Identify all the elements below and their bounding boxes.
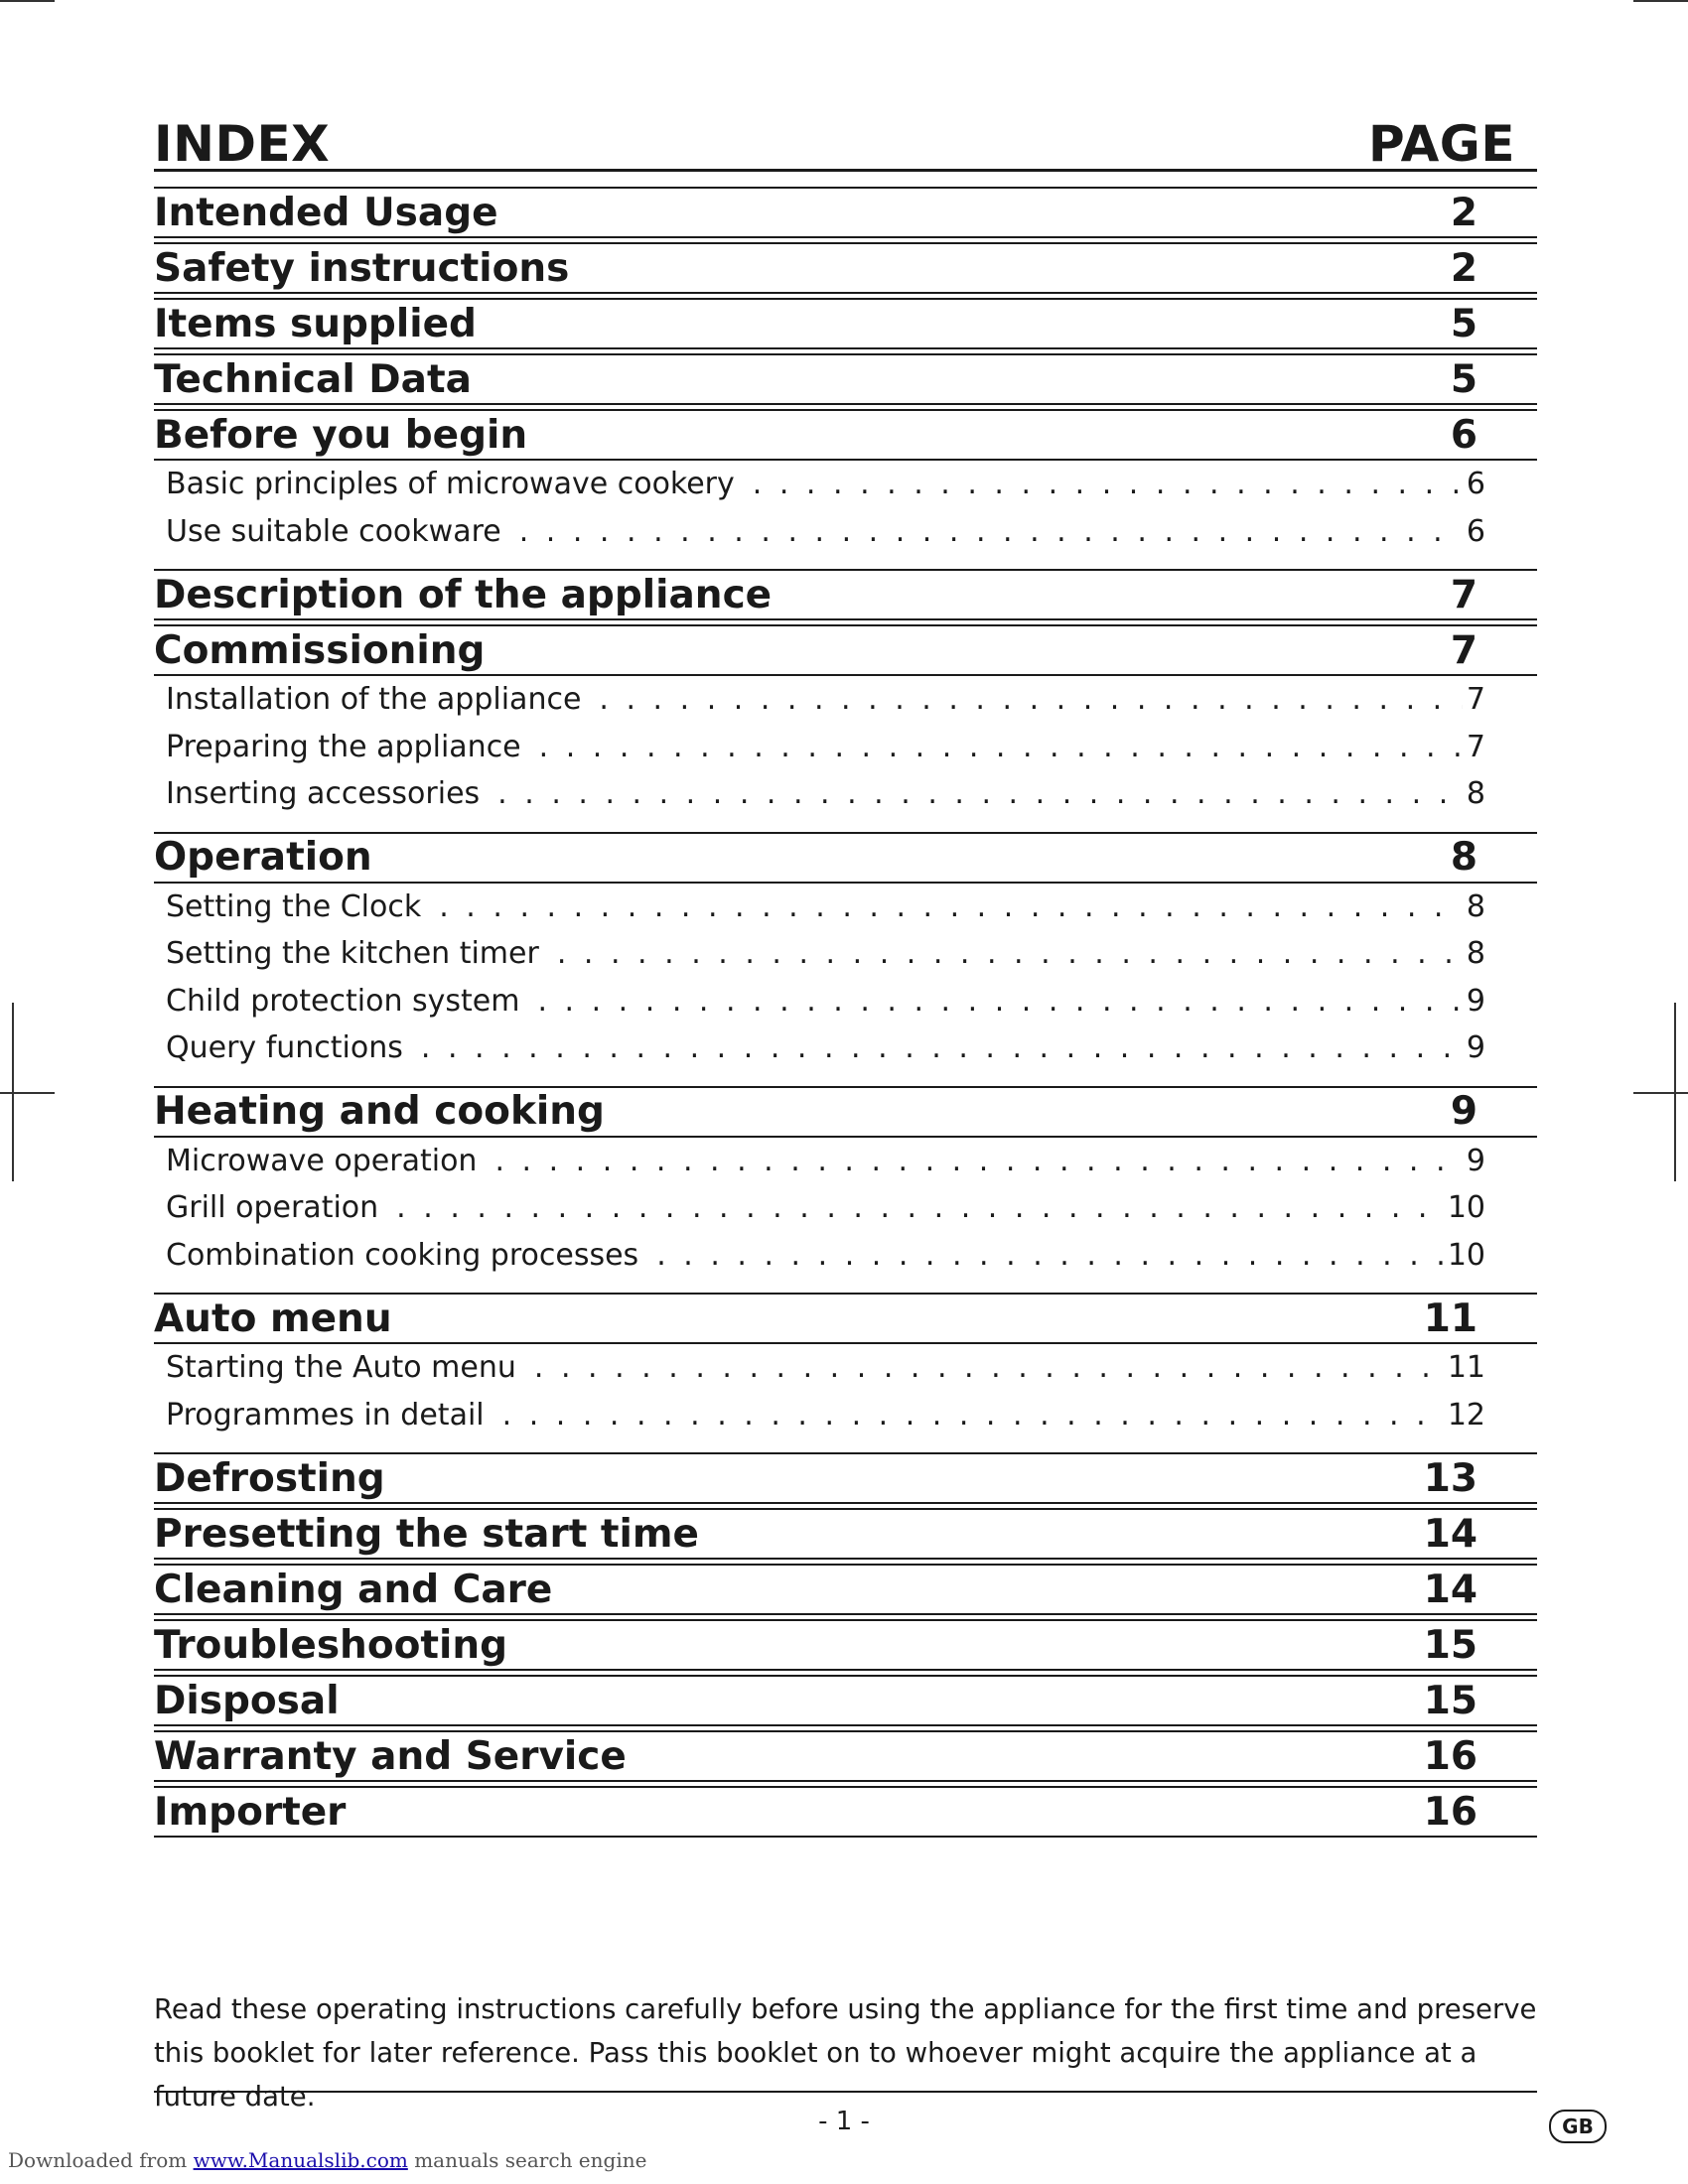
toc-subsection-list: [154, 680, 1537, 828]
toc-section-page: 2: [1450, 245, 1477, 291]
toc-section-title: Cleaning and Care: [154, 1567, 553, 1612]
toc-subsection-list: [154, 887, 1537, 1082]
toc-subsection-page: 10: [1447, 1237, 1485, 1273]
crop-mark-top-right: [1633, 0, 1688, 2]
toc-section[interactable]: [154, 1508, 1537, 1560]
toc-section-page: 15: [1423, 1678, 1477, 1723]
toc-section-title: Technical Data: [154, 356, 472, 402]
table-of-contents: [154, 187, 1537, 1838]
toc-section-title: Before you begin: [154, 412, 528, 458]
toc-section-title: Commissioning: [154, 627, 486, 673]
instruction-note: Read these operating instructions carefully before using the appliance for the first time and preserve this booklet for later reference. Pass this booklet on to whoever might acquire the appliance at a future date.: [154, 1993, 1537, 2113]
toc-subsection-title: Starting the Auto menu: [166, 1350, 516, 1385]
dot-leader: [494, 1144, 1462, 1178]
toc-subsection-title: Inserting accessories: [166, 776, 481, 811]
toc-subsection-page: 6: [1466, 513, 1485, 549]
toc-section-page: 2: [1450, 190, 1477, 235]
toc-section[interactable]: [154, 298, 1537, 349]
toc-subsection[interactable]: [166, 936, 1537, 984]
toc-section-page: 7: [1450, 572, 1477, 617]
toc-subsection-page: 8: [1466, 776, 1485, 811]
toc-section-page: 15: [1423, 1622, 1477, 1668]
toc-section-page: 16: [1423, 1789, 1477, 1835]
toc-section[interactable]: [154, 187, 1537, 238]
toc-subsection[interactable]: [166, 1350, 1537, 1398]
language-badge: GB: [1549, 2110, 1607, 2143]
registration-mark-left-h: [0, 1092, 55, 1094]
toc-section-title: Presetting the start time: [154, 1511, 700, 1557]
toc-section[interactable]: [154, 1293, 1537, 1344]
toc-subsection-page: 9: [1466, 983, 1485, 1019]
toc-subsection-list: [154, 465, 1537, 565]
toc-subsection[interactable]: [166, 467, 1537, 514]
toc-section-page: 16: [1423, 1733, 1477, 1779]
toc-subsection-title: Preparing the appliance: [166, 729, 521, 764]
toc-section-title: Warranty and Service: [154, 1733, 627, 1779]
toc-section[interactable]: [154, 1452, 1537, 1504]
toc-section-page: 14: [1423, 1567, 1477, 1612]
toc-subsection[interactable]: [166, 889, 1537, 937]
toc-subsection-page: 7: [1466, 729, 1485, 764]
toc-subsection-page: 9: [1466, 1030, 1485, 1065]
download-footer: [8, 2148, 646, 2172]
toc-section[interactable]: [154, 409, 1537, 461]
toc-section[interactable]: [154, 1675, 1537, 1726]
toc-section-page: 9: [1450, 1089, 1477, 1134]
toc-section-title: Description of the appliance: [154, 572, 773, 617]
toc-subsection-title: Programmes in detail: [166, 1397, 485, 1433]
toc-section-page: 13: [1423, 1455, 1477, 1501]
toc-subsection-page: 6: [1466, 467, 1485, 501]
toc-section-title: Defrosting: [154, 1455, 385, 1501]
toc-subsection-page: 8: [1466, 936, 1485, 971]
toc-subsection[interactable]: [166, 1030, 1537, 1078]
toc-subsection-page: 10: [1447, 1190, 1485, 1225]
toc-section[interactable]: [154, 353, 1537, 405]
page-column-title: PAGE: [1368, 115, 1515, 173]
footer-prefix: Downloaded from: [8, 2148, 188, 2172]
toc-subsection[interactable]: [166, 682, 1537, 730]
toc-subsection-title: Microwave operation: [166, 1143, 478, 1178]
footer-divider: [154, 2091, 1537, 2093]
toc-subsection-title: Setting the kitchen timer: [166, 936, 539, 971]
toc-subsection-page: 11: [1447, 1350, 1485, 1385]
dot-leader: [421, 1030, 1463, 1065]
toc-subsection[interactable]: [166, 730, 1537, 777]
toc-section[interactable]: [154, 242, 1537, 294]
dot-leader: [497, 776, 1463, 811]
toc-subsection-list: [154, 1348, 1537, 1448]
toc-section[interactable]: [154, 1619, 1537, 1671]
toc-subsection-title: Child protection system: [166, 983, 520, 1019]
toc-subsection-list: [154, 1142, 1537, 1290]
toc-section-title: Intended Usage: [154, 190, 498, 235]
toc-subsection-page: 9: [1466, 1143, 1485, 1178]
toc-subsection-page: 8: [1466, 888, 1485, 924]
dot-leader: [396, 1190, 1444, 1225]
toc-section[interactable]: [154, 624, 1537, 676]
toc-section-title: Disposal: [154, 1678, 340, 1723]
dot-leader: [539, 730, 1463, 764]
toc-section[interactable]: [154, 1786, 1537, 1838]
toc-section-page: 11: [1423, 1296, 1477, 1341]
toc-subsection[interactable]: [166, 1238, 1537, 1286]
manualslib-link[interactable]: www.Manualslib.com: [193, 2148, 408, 2172]
toc-section[interactable]: [154, 1086, 1537, 1138]
crop-mark-top-left: [0, 0, 55, 2]
index-page: [154, 109, 1537, 1842]
toc-subsection-title: Use suitable cookware: [166, 513, 501, 549]
footer-suffix: manuals search engine: [414, 2148, 647, 2172]
toc-subsection-title: Basic principles of microwave cookery: [166, 467, 735, 501]
toc-section-title: Safety instructions: [154, 245, 570, 291]
dot-leader: [534, 1350, 1444, 1385]
dot-leader: [753, 467, 1463, 501]
toc-subsection[interactable]: [166, 1144, 1537, 1191]
page-number: - 1 -: [818, 2107, 870, 2136]
toc-section-title: Operation: [154, 835, 372, 880]
index-title: INDEX: [154, 115, 331, 173]
dot-leader: [557, 936, 1463, 971]
toc-section-title: Importer: [154, 1789, 347, 1835]
toc-section-page: 5: [1450, 301, 1477, 346]
toc-section[interactable]: [154, 1730, 1537, 1782]
toc-section-title: Heating and cooking: [154, 1089, 605, 1134]
toc-subsection-title: Installation of the appliance: [166, 682, 582, 717]
dot-leader: [599, 682, 1463, 717]
registration-mark-right-h: [1633, 1092, 1688, 1094]
toc-subsection[interactable]: [166, 514, 1537, 562]
dot-leader: [656, 1238, 1444, 1273]
dot-leader: [439, 889, 1463, 924]
toc-section-title: Items supplied: [154, 301, 477, 346]
toc-subsection-page: 7: [1466, 682, 1485, 717]
index-header: [154, 109, 1537, 172]
toc-subsection-page: 12: [1447, 1397, 1485, 1433]
dot-leader: [537, 984, 1462, 1019]
toc-subsection[interactable]: [166, 1190, 1537, 1238]
toc-section-page: 5: [1450, 356, 1477, 402]
toc-subsection-title: Grill operation: [166, 1190, 379, 1225]
toc-subsection[interactable]: [166, 984, 1537, 1031]
toc-section-page: 6: [1450, 412, 1477, 458]
toc-section-title: Troubleshooting: [154, 1622, 508, 1668]
toc-section[interactable]: [154, 832, 1537, 884]
dot-leader: [502, 1398, 1444, 1433]
toc-section-page: 8: [1450, 835, 1477, 880]
toc-subsection-title: Combination cooking processes: [166, 1237, 639, 1273]
toc-subsection[interactable]: [166, 776, 1537, 824]
toc-subsection-title: Setting the Clock: [166, 888, 422, 924]
toc-section-title: Auto menu: [154, 1296, 392, 1341]
toc-section[interactable]: [154, 1564, 1537, 1615]
toc-section[interactable]: [154, 569, 1537, 620]
toc-subsection-title: Query functions: [166, 1030, 403, 1065]
toc-subsection[interactable]: [166, 1398, 1537, 1445]
dot-leader: [519, 514, 1463, 549]
toc-section-page: 14: [1423, 1511, 1477, 1557]
toc-section-page: 7: [1450, 627, 1477, 673]
